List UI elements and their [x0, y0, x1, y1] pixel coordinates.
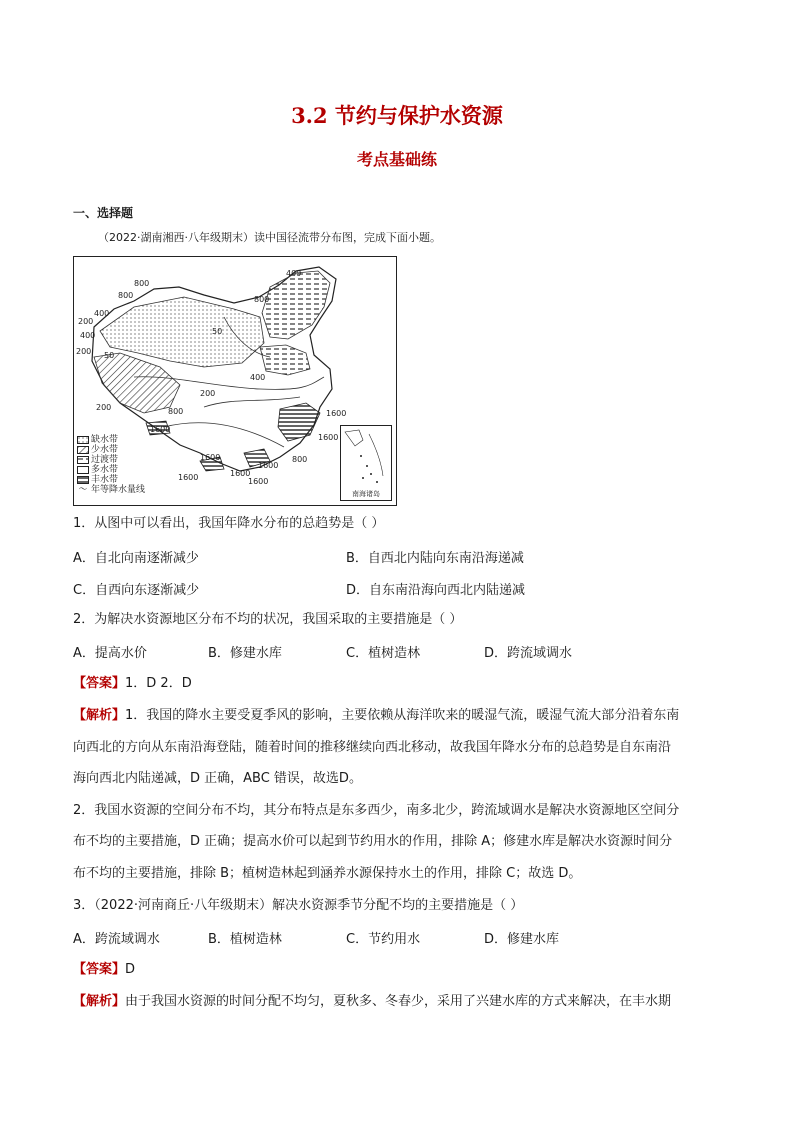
- question-3-stem: 3．（2022·河南商丘·八年级期末）解决水资源季节分配不均的主要措施是（ ）: [73, 898, 524, 913]
- q3-option-b: B．植树造林: [208, 932, 282, 947]
- contour-label: 1600: [248, 477, 269, 486]
- legend-label: 少水带: [91, 445, 119, 455]
- analysis-line: 2．我国水资源的空间分布不均，其分布特点是东多西少，南多北少，跨流域调水是解决水资源地区空间分: [73, 803, 680, 818]
- contour-label: 1600: [258, 461, 279, 470]
- contour-label: 400: [250, 373, 266, 382]
- legend-label: 年等降水量线: [91, 485, 146, 495]
- contour-label: 1600: [178, 473, 199, 482]
- analysis-tag: 【解析】: [73, 708, 126, 723]
- legend-label: 丰水带: [91, 475, 119, 485]
- question-1-stem: 1．从图中可以看出，我国年降水分布的总趋势是（ ）: [73, 516, 385, 531]
- analysis-line: 布不均的主要措施，D 正确；提高水价可以起到节约用水的作用，排除 A；修建水库是解决水资源时间分: [73, 834, 673, 849]
- answer-block-1: [73, 674, 192, 694]
- legend-item: [77, 465, 145, 475]
- q1-option-c: C．自西向东逐渐减少: [73, 583, 200, 598]
- contour-label: 400: [80, 331, 96, 340]
- answer-tag: 【答案】: [73, 962, 126, 977]
- inset-label: 南海诸岛: [341, 489, 391, 499]
- contour-label: 200: [78, 317, 94, 326]
- south-china-sea-inset: [340, 425, 392, 501]
- legend-item: [77, 455, 145, 465]
- legend-item: [77, 475, 145, 485]
- section-heading: 一、选择题: [73, 206, 134, 220]
- isohyet-line-icon: ～: [78, 485, 88, 495]
- answer-block-3: [73, 960, 135, 980]
- q1-option-b: B．自西北内陆向东南沿海递减: [346, 551, 524, 566]
- question-2-stem: 2．为解决水资源地区分布不均的状况，我国采取的主要措施是（ ）: [73, 612, 463, 627]
- legend-label: 多水带: [91, 465, 119, 475]
- contour-label: 800: [292, 455, 308, 464]
- q1-option-d: D．自东南沿海向西北内陆递减: [346, 583, 526, 598]
- analysis-line: [73, 706, 679, 726]
- analysis-text: 由于我国水资源的时间分配不均匀，夏秋多、冬春少，采用了兴建水库的方式来解决，在丰水期: [125, 994, 672, 1009]
- contour-label: 800: [254, 295, 270, 304]
- q3-option-d: D．修建水库: [484, 932, 560, 947]
- contour-label: 50: [212, 327, 223, 336]
- legend-label: 过渡带: [91, 455, 119, 465]
- analysis-line: 布不均的主要措施，排除 B；植树造林起到涵养水源保持水土的作用，排除 C；故选 D。: [73, 866, 582, 881]
- analysis-tag: 【解析】: [73, 994, 126, 1009]
- contour-label: 200: [200, 389, 216, 398]
- contour-label: 800: [134, 279, 150, 288]
- contour-label: 1600: [200, 453, 221, 462]
- contour-label: 50: [104, 351, 115, 360]
- contour-label: 1600: [326, 409, 347, 418]
- q3-option-c: C．节约用水: [346, 932, 421, 947]
- page-subtitle: 考点基础练: [356, 150, 437, 169]
- legend-item: [77, 485, 145, 495]
- answer-tag: 【答案】: [73, 676, 126, 691]
- q2-option-a: A．提高水价: [73, 646, 147, 661]
- analysis-line: 向西北的方向从东南沿海登陆，随着时间的推移继续向西北移动，故我国年降水分布的总趋势是自东南沿: [73, 740, 672, 755]
- question-intro: （2022·湖南湘西·八年级期末）读中国径流带分布图，完成下面小题。: [98, 231, 441, 244]
- q1-option-a: A．自北向南逐渐减少: [73, 551, 199, 566]
- analysis-line: 海向西北内陆递减，D 正确，ABC 错误，故选D。: [73, 771, 362, 786]
- contour-label: 1600: [150, 425, 171, 434]
- contour-label: 1600: [230, 469, 251, 478]
- contour-label: 200: [76, 347, 92, 356]
- page-title: 3.2 节约与保护水资源: [291, 103, 503, 128]
- contour-label: 800: [118, 291, 134, 300]
- q3-option-a: A．跨流域调水: [73, 932, 160, 947]
- legend-item: [77, 445, 145, 455]
- legend-label: 缺水带: [91, 435, 119, 445]
- answer-text: D: [125, 962, 136, 977]
- contour-label: 800: [168, 407, 184, 416]
- legend-item: [77, 435, 145, 445]
- q2-option-b: B．修建水库: [208, 646, 282, 661]
- q2-option-c: C．植树造林: [346, 646, 421, 661]
- map-legend: [77, 435, 145, 495]
- q2-option-d: D．跨流域调水: [484, 646, 573, 661]
- analysis-text: 1．我国的降水主要受夏季风的影响，主要依赖从海洋吹来的暖湿气流，暖湿气流大部分沿着东南: [125, 708, 680, 723]
- contour-label: 400: [94, 309, 110, 318]
- contour-label: 200: [96, 403, 112, 412]
- contour-label: 400: [286, 269, 302, 278]
- contour-label: 1600: [318, 433, 339, 442]
- analysis-line: [73, 992, 671, 1012]
- runoff-zone-map: [73, 256, 397, 506]
- answer-text: 1．D 2．D: [125, 676, 192, 691]
